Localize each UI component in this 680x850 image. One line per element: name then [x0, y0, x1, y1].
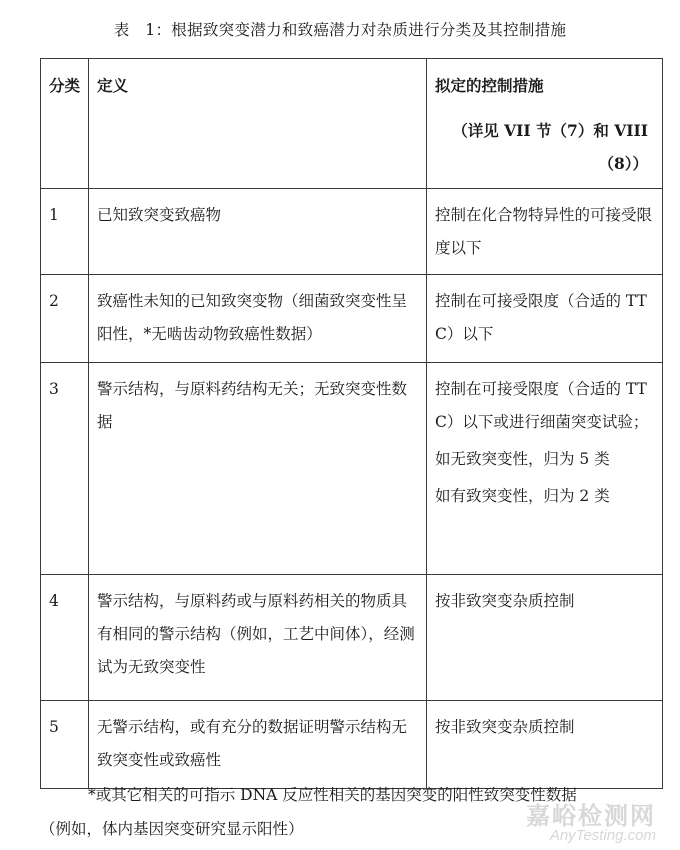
row-control: 控制在可接受限度（合适的 TTC）以下或进行细菌突变试验； 如无致突变性，归为 5 类 如有致突变性，归为 2 类: [427, 363, 663, 575]
row-category: 2: [41, 275, 89, 363]
table-row: [41, 363, 663, 575]
watermark-en: AnyTesting.com: [549, 827, 656, 844]
table-header-row: [41, 59, 663, 189]
header-control-title: 拟定的控制措施: [435, 76, 544, 95]
header-definition: 定义: [89, 59, 427, 189]
table-row: [41, 575, 663, 701]
row-definition: 致癌性未知的已知致突变物（细菌致突变性呈阳性，*无啮齿动物致癌性数据）: [89, 275, 427, 363]
footnote: [40, 778, 662, 846]
header-category: 分类: [41, 59, 89, 189]
row-category: 4: [41, 575, 89, 701]
row-category: 1: [41, 189, 89, 275]
table-row: [41, 189, 663, 275]
row-control: 按非致突变杂质控制: [427, 575, 663, 701]
row-control: 控制在化合物特异性的可接受限度以下: [427, 189, 663, 275]
footnote-line-2: （例如，体内基因突变研究显示阳性）: [40, 820, 304, 838]
header-control-subtitle: （详见 VII 节（7）和 VIII（8））: [452, 121, 648, 173]
row-definition: 警示结构，与原料药或与原料药相关的物质具有相同的警示结构（例如，工艺中间体），经测试为无致突变性: [89, 575, 427, 701]
row-category: 3: [41, 363, 89, 575]
row-definition: 已知致突变致癌物: [89, 189, 427, 275]
row-control: 控制在可接受限度（合适的 TTC）以下: [427, 275, 663, 363]
table-caption: 表 1：根据致突变潜力和致癌潜力对杂质进行分类及其控制措施: [113, 21, 567, 39]
row-category: 5: [41, 701, 89, 789]
row-control: 按非致突变杂质控制: [427, 701, 663, 789]
impurity-classification-table: [40, 58, 663, 789]
table-row: [41, 275, 663, 363]
watermark-cn: 嘉峪检测网: [526, 802, 656, 830]
table-row: [41, 701, 663, 789]
footnote-line-1: *或其它相关的可指示 DNA 反应性相关的基因突变的阳性致突变性数据: [88, 786, 577, 804]
row-definition: 无警示结构，或有充分的数据证明警示结构无致突变性或致癌性: [89, 701, 427, 789]
header-control: [427, 59, 663, 189]
row-definition: 警示结构，与原料药结构无关；无致突变性数据: [89, 363, 427, 575]
